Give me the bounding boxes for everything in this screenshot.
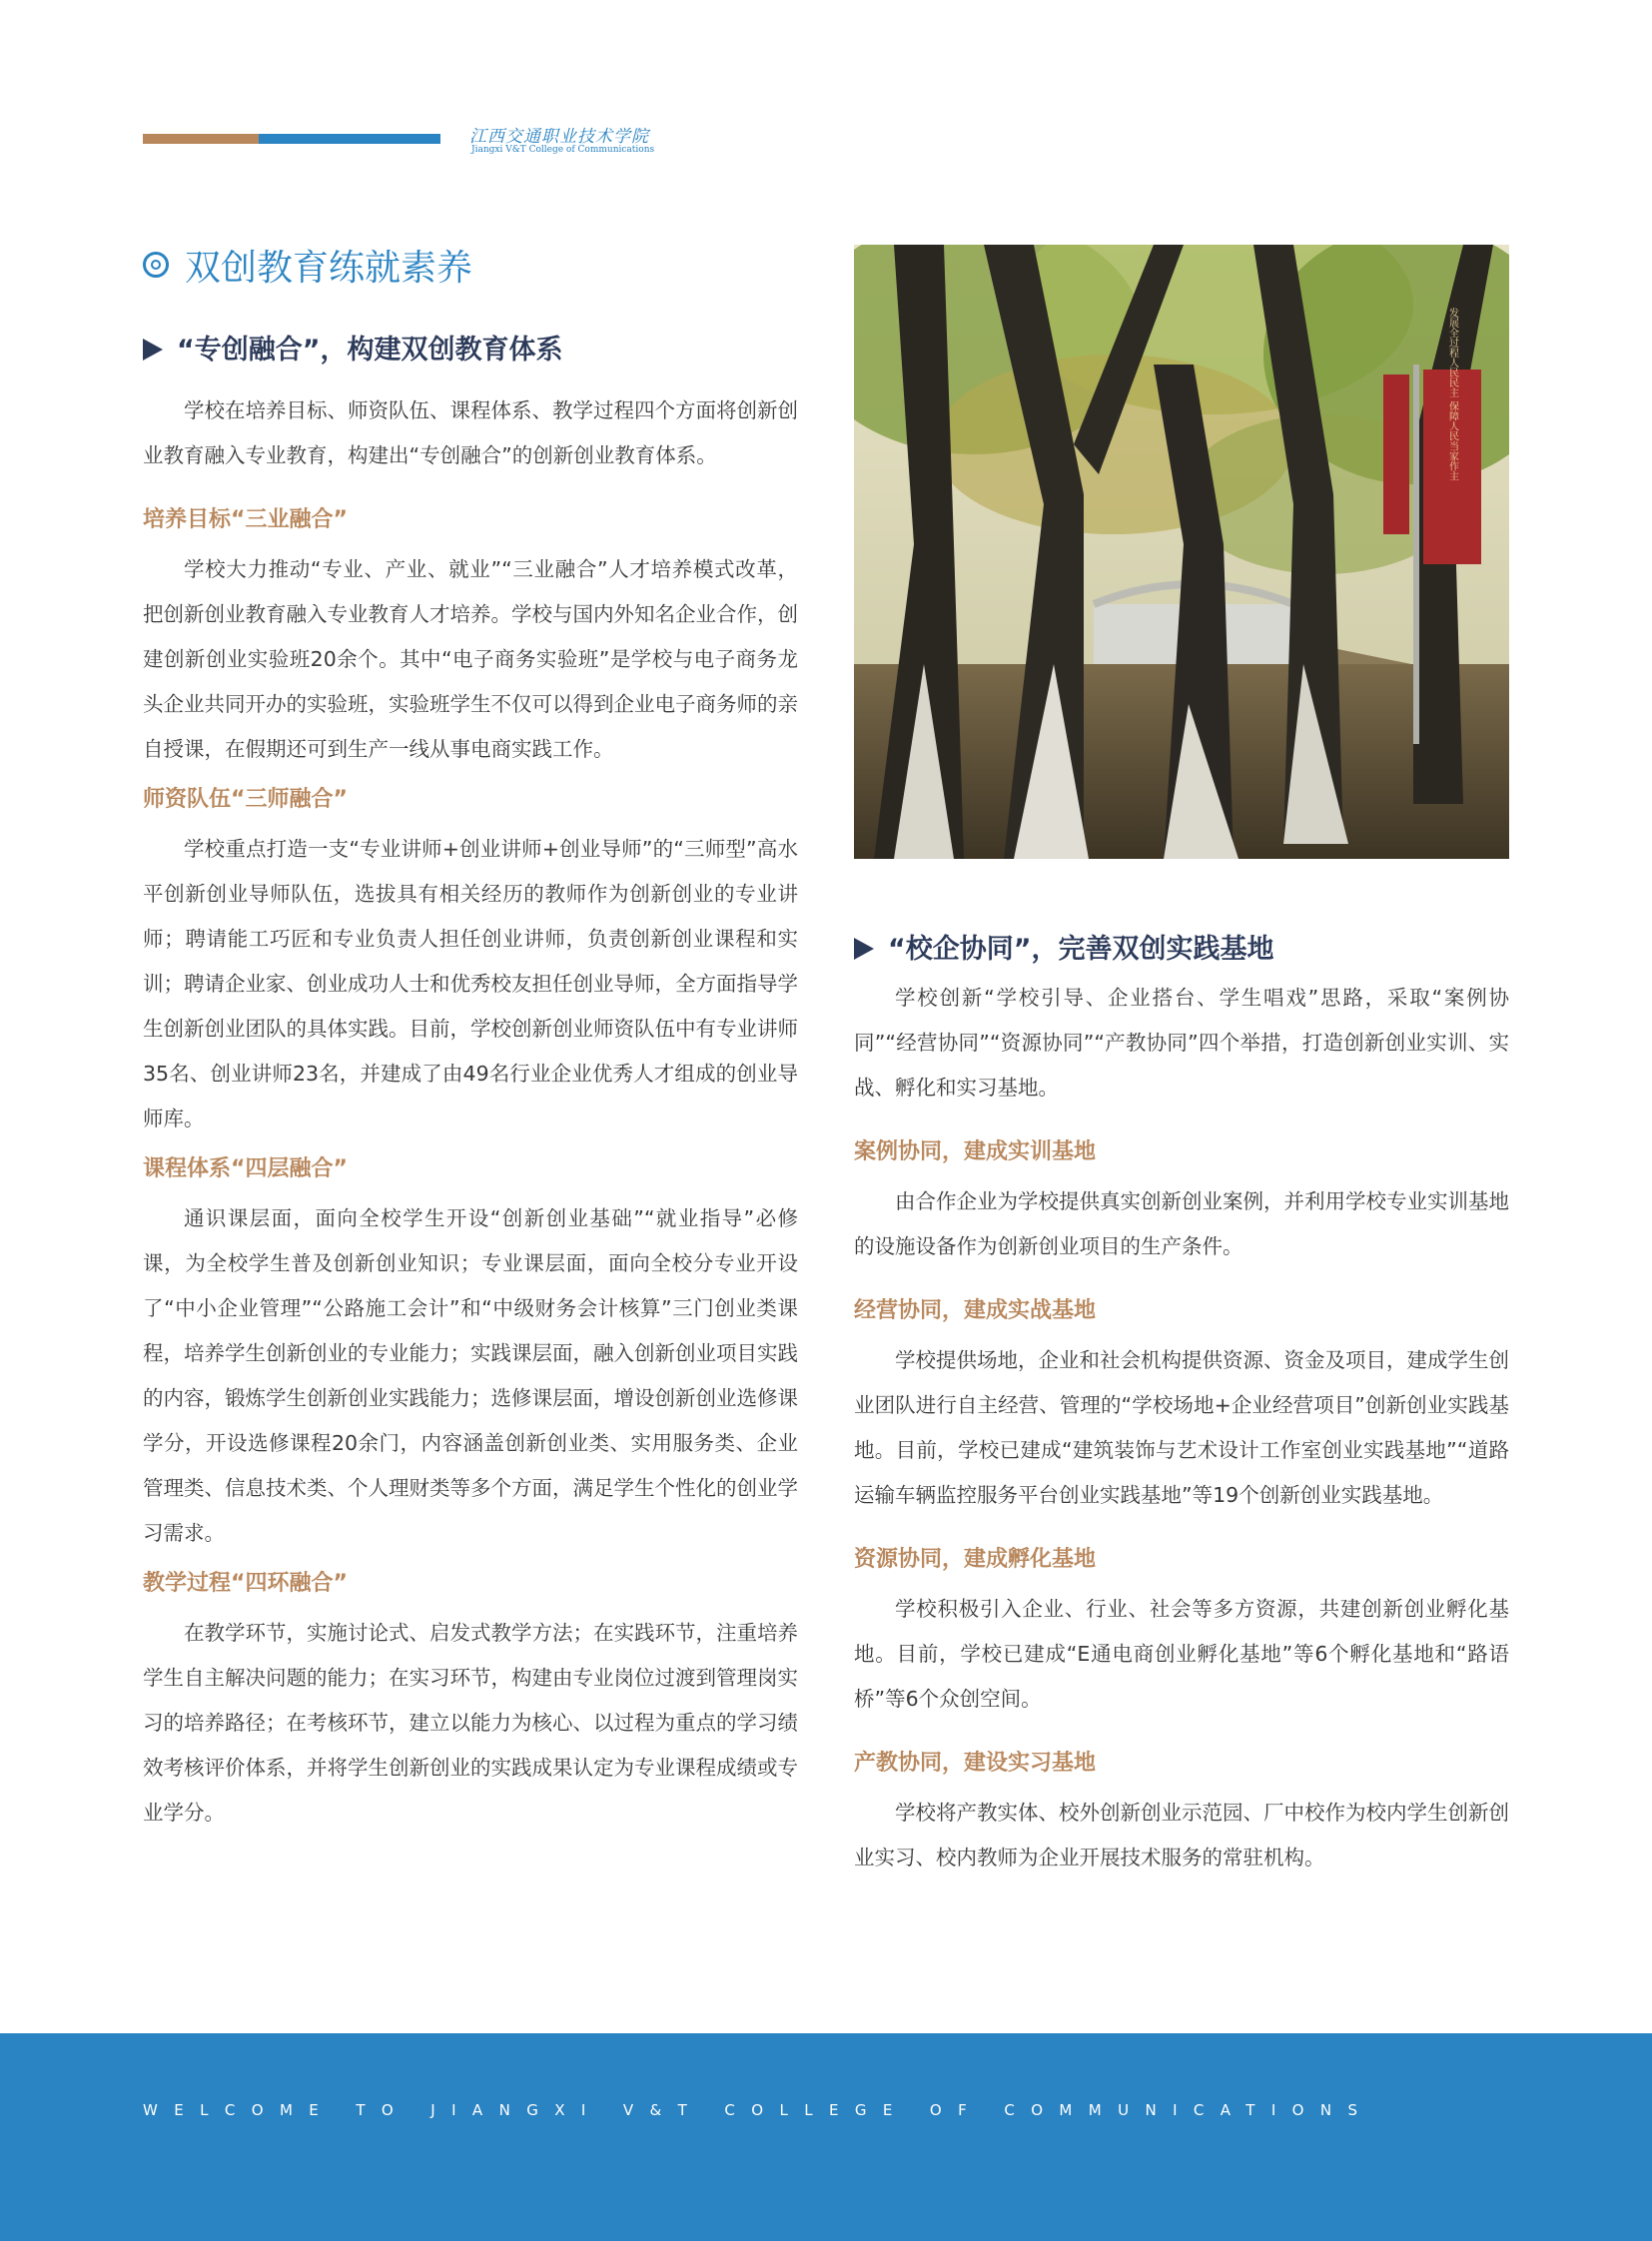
page-title bbox=[143, 240, 472, 291]
paragraph-operation: 学校提供场地，企业和社会机构提供资源、资金及项目，建成学生创业团队进行自主经营、管理的“学校场地+企业经营项目”创新创业实践基地。目前，学校已建成“建筑装饰与艺术设计工作室创业实践基地”“道路运输车辆监控服务平台创业实践基地”等19个创新创业实践基地。 bbox=[854, 1348, 1509, 1507]
footer-welcome-text: WELCOME TO JIANGXI V&T COLLEGE OF COMMUNICATIONS bbox=[143, 2101, 1374, 2119]
paragraph-curriculum: 通识课层面，面向全校学生开设“创新创业基础”“就业指导”必修课，为全校学生普及创新创业知识；专业课层面，面向全校分专业开设了“中小企业管理”“公路施工会计”和“中级财务会计核算”三门创业类课程，培养学生创新创业的专业能力；实践课层面，融入创新创业项目实践的内容，锻炼学生创新创业实践能力；选修课层面，增设创新创业选修课学分，开设选修课程20余门，内容涵盖创新创业类、实用服务类、企业管理类、信息技术类、个人理财类等多个方面，满足学生个性化的创业学习需求。 bbox=[143, 1206, 798, 1545]
college-logo-en: Jiangxi V&T College of Communications bbox=[471, 145, 655, 155]
intro-paragraph: 学校在培养目标、师资队伍、课程体系、教学过程四个方面将创新创业教育融入专业教育，构建出“专创融合”的创新创业教育体系。 bbox=[143, 398, 798, 467]
paragraph-teaching: 在教学环节，实施讨论式、启发式教学方法；在实践环节，注重培养学生自主解决问题的能力；在实习环节，构建由专业岗位过渡到管理岗实习的培养路径；在考核环节，建立以能力为核心、以过程为重点的学习绩效考核评价体系，并将学生创新创业的实践成果认定为专业课程成绩或专业学分。 bbox=[143, 1621, 798, 1825]
play-triangle-icon bbox=[143, 339, 163, 361]
campus-photo bbox=[854, 245, 1509, 859]
subheading-training-goal: 培养目标“三业融合” bbox=[143, 507, 348, 532]
paragraph-training-goal: 学校大力推动“专业、产业、就业”“三业融合”人才培养模式改革，把创新创业教育融入专业教育人才培养。学校与国内外知名企业合作，创建创新创业实验班20余个。其中“电子商务实验班”是学校与电子商务龙头企业共同开办的实验班，实验班学生不仅可以得到企业电子商务师的亲自授课，在假期还可到生产一线从事电商实践工作。 bbox=[143, 557, 798, 761]
subheading-industry: 产教协同，建设实习基地 bbox=[854, 1751, 1097, 1776]
subheading-curriculum: 课程体系“四层融合” bbox=[143, 1156, 348, 1181]
subheading-teaching: 教学过程“四环融合” bbox=[143, 1571, 348, 1596]
page-title-text: 双创教育练就素养 bbox=[185, 248, 473, 289]
paragraph-resource: 学校积极引入企业、行业、社会等多方资源，共建创新创业孵化基地。目前，学校已建成“E通电商创业孵化基地”等6个孵化基地和“路语桥”等6个众创空间。 bbox=[854, 1597, 1509, 1711]
college-logo-cn: 江西交通职业技术学院 bbox=[469, 127, 649, 147]
header-bar-brown bbox=[143, 134, 259, 144]
paragraph-case: 由合作企业为学校提供真实创新创业案例，并利用学校专业实训基地的设施设备作为创新创业项目的生产条件。 bbox=[854, 1189, 1509, 1258]
paragraph-industry: 学校将产教实体、校外创新创业示范园、厂中校作为校内学生创新创业实习、校内教师为企业开展技术服务的常驻机构。 bbox=[854, 1801, 1509, 1869]
left-column bbox=[143, 328, 798, 1836]
header-bar-blue bbox=[259, 134, 440, 144]
right-column bbox=[854, 927, 1509, 1880]
section-heading-right: “校企协同”，完善双创实践基地 bbox=[854, 927, 1509, 966]
section-heading-left: “专创融合”，构建双创教育体系 bbox=[143, 328, 798, 367]
subheading-resource: 资源协同，建成孵化基地 bbox=[854, 1547, 1097, 1572]
target-icon bbox=[143, 252, 169, 278]
svg-text:发展全过程人民民主 保障人民当家作主: 发展全过程人民民主 保障人民当家作主 bbox=[1446, 308, 1458, 481]
subheading-faculty: 师资队伍“三师融合” bbox=[143, 787, 348, 812]
intro-paragraph-right: 学校创新“学校引导、企业搭台、学生唱戏”思路，采取“案例协同”“经营协同”“资源协同”“产教协同”四个举措，打造创新创业实训、实战、孵化和实习基地。 bbox=[854, 986, 1509, 1100]
footer-band bbox=[0, 2033, 1652, 2241]
play-triangle-icon bbox=[854, 938, 874, 960]
subheading-operation: 经营协同，建成实战基地 bbox=[854, 1298, 1097, 1323]
paragraph-faculty: 学校重点打造一支“专业讲师+创业讲师+创业导师”的“三师型”高水平创新创业导师队伍，选拔具有相关经历的教师作为创新创业的专业讲师；聘请能工巧匠和专业负责人担任创业讲师，负责创新创业课程和实训；聘请企业家、创业成功人士和优秀校友担任创业导师，全方面指导学生创新创业团队的具体实践。目前，学校创新创业师资队伍中有专业讲师35名、创业讲师23名，并建成了由49名行业企业优秀人才组成的创业导师库。 bbox=[143, 837, 798, 1130]
subheading-case: 案例协同，建成实训基地 bbox=[854, 1139, 1097, 1164]
